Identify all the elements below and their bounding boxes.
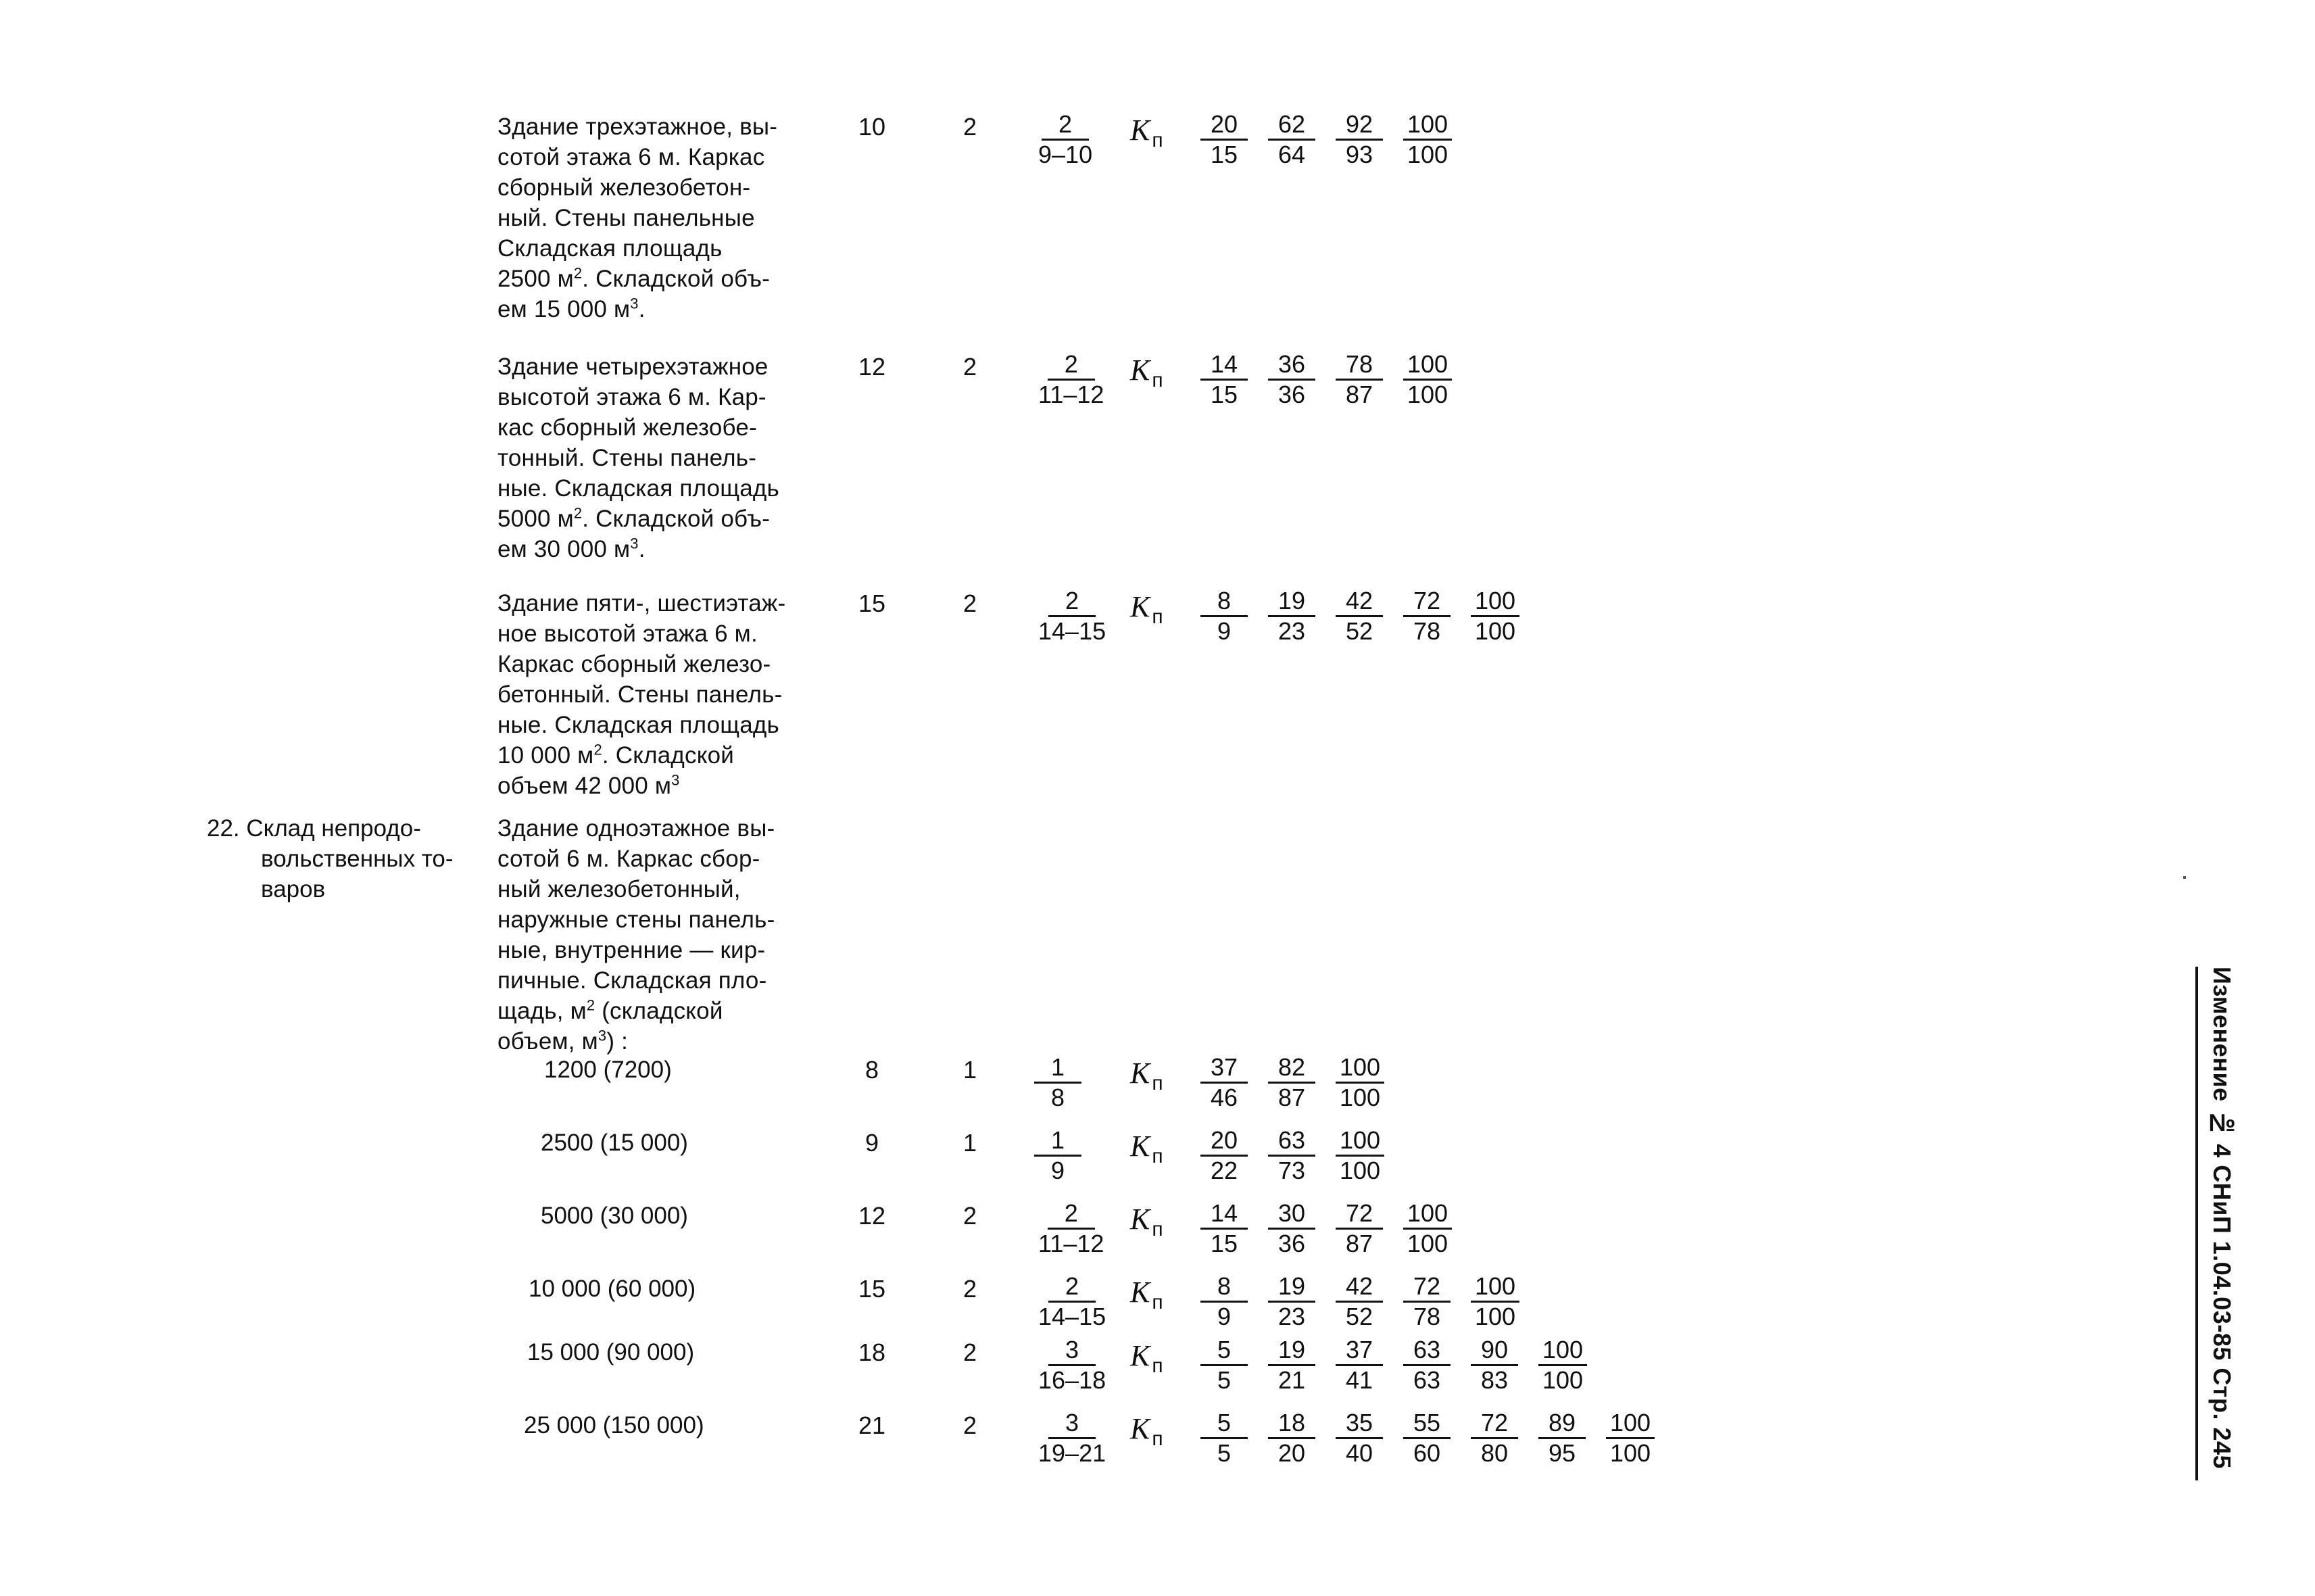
item-22-description [497,813,804,1057]
coefficient-fraction [1268,587,1315,646]
coefficient-numerator: 19 [1268,1272,1315,1303]
area-volume-label: 2500 (15 000) [541,1130,688,1156]
coefficient-numerator: 100 [1403,110,1452,141]
coefficient-numerator: 55 [1403,1409,1451,1439]
area-volume-label: 1200 (7200) [544,1057,672,1083]
coefficient-fraction [1268,1272,1315,1331]
coefficient-denominator: 52 [1345,1303,1373,1330]
coefficient-fraction [1200,1409,1248,1468]
coefficient-numerator: 19 [1268,1336,1315,1366]
building-description [497,112,804,324]
kp-subscript: п [1152,1217,1163,1240]
coefficient-numerator: 100 [1471,1272,1519,1303]
coefficient-denominator: 9 [1217,1303,1232,1330]
coefficient-fraction [1403,1409,1451,1468]
coefficient-denominator: 63 [1413,1366,1441,1394]
description-line: 10 000 $м^2$. Складской [497,741,735,769]
coefficient-denominator: 21 [1277,1366,1306,1394]
floors-value: 12 [858,353,886,381]
coefficient-numerator: 20 [1200,1126,1248,1157]
coefficient-denominator: 15 [1210,381,1238,408]
ratio-denominator: 19–21 [1038,1439,1106,1467]
description-line: ные, внутренние — кир- [497,937,766,963]
coefficient-fraction [1200,110,1248,169]
kp-subscript: п [1152,128,1163,151]
coefficient-denominator: 78 [1413,617,1441,645]
kp-coefficient-symbol: K $_п$ [1130,590,1163,628]
coefficient-denominator: 100 [1475,1303,1516,1330]
floors-value: 12 [858,1202,886,1230]
floors-value: 9 [864,1129,879,1157]
area-volume-label: 10 000 (60 000) [529,1276,696,1302]
coefficient-numerator: 20 [1200,110,1248,141]
coefficient-fraction [1268,350,1315,409]
description-line: 2500 $м^2$. Складской объ- [497,264,771,292]
ratio-fraction [1034,587,1110,646]
unit-exponent: 2 [573,264,583,282]
kp-subscript: п [1152,1427,1163,1450]
margin-note-text: Изменение № 4 СНиП 1.04.03-85 Стр. 245 [2208,967,2236,1470]
description-line: пичные. Складская пло- [497,967,767,994]
coefficient-numerator: 5 [1200,1336,1248,1366]
coefficient-fraction [1200,350,1248,409]
kp-subscript: п [1152,605,1163,628]
coefficient-fraction [1403,110,1452,169]
coefficient-fraction [1471,1272,1519,1331]
coefficient-fraction [1606,1409,1655,1468]
ratio-numerator: 1 [1034,1126,1081,1157]
coefficient-fraction [1336,1409,1383,1468]
coefficient-fraction [1268,1053,1315,1112]
kp-coefficient-symbol: K $_п$ [1130,1339,1163,1377]
coefficient-numerator: 62 [1268,110,1315,141]
coefficient-denominator: 64 [1277,141,1306,168]
coefficient-fraction [1268,110,1315,169]
coefficient-numerator: 72 [1471,1409,1518,1439]
coefficient-denominator: 60 [1413,1439,1441,1467]
coefficient-numerator: 30 [1268,1199,1315,1230]
coefficient-denominator: 95 [1548,1439,1576,1467]
coefficient-numerator: 18 [1268,1409,1315,1439]
kp-coefficient-symbol: K $_п$ [1130,1203,1163,1240]
coefficient-fraction [1200,1053,1248,1112]
item-22-title: 22. Склад непродо- [207,815,421,842]
description-line: Здание одноэтажное вы- [497,815,775,842]
coefficient-numerator: 100 [1471,587,1519,617]
ratio-denominator: 14–15 [1038,1303,1106,1330]
coefficient-denominator: 15 [1210,141,1238,168]
coefficient-fraction [1336,110,1383,169]
coefficient-numerator: 19 [1268,587,1315,617]
description-line: бетонный. Стены панель- [497,681,783,708]
margin-note [2195,967,2239,1480]
ratio-numerator: 1 [1034,1053,1081,1084]
ratio-numerator: 2 [1048,350,1095,381]
ratio-fraction [1034,1053,1081,1112]
description-line: ем 30 000 $м^3$. [497,535,645,562]
coefficient-numerator: 78 [1336,350,1383,381]
description-line: объем, $м^3$) : [497,1027,629,1055]
floors-value: 15 [858,1275,886,1303]
scan-speck [2183,876,2186,879]
ratio-denominator: 11–12 [1038,381,1104,408]
unit-exponent: 3 [598,1027,607,1044]
description-line: ные. Складская площадь [497,475,779,502]
coefficient-numerator: 63 [1403,1336,1451,1366]
ratio-fraction [1034,110,1096,169]
coefficient-denominator: 100 [1340,1084,1381,1111]
area-volume-label: 5000 (30 000) [541,1203,688,1229]
coefficient-denominator: 20 [1277,1439,1306,1467]
kp-subscript: п [1152,1354,1163,1377]
coefficient-denominator: 41 [1345,1366,1373,1394]
coefficient-fraction [1403,1336,1451,1395]
category-value: 2 [962,113,977,141]
ratio-fraction [1034,1199,1108,1258]
coefficient-fraction [1471,1409,1518,1468]
coefficient-denominator: 40 [1345,1439,1373,1467]
floors-value: 10 [858,113,886,141]
description-line: ный. Стены панельные [497,205,755,231]
coefficient-numerator: 89 [1538,1409,1586,1439]
unit-exponent: 2 [573,504,583,522]
coefficient-denominator: 5 [1217,1439,1232,1467]
kp-coefficient-symbol: K $_п$ [1130,1412,1163,1450]
coefficient-fraction [1403,1199,1452,1258]
coefficient-numerator: 37 [1336,1336,1383,1366]
coefficient-numerator: 14 [1200,350,1248,381]
coefficient-numerator: 72 [1403,1272,1451,1303]
coefficient-denominator: 87 [1345,1230,1373,1257]
description-line: ное высотой этажа 6 м. [497,621,758,647]
coefficient-fraction [1538,1409,1586,1468]
ratio-fraction [1034,1409,1110,1468]
description-line: Складская площадь [497,235,723,262]
kp-coefficient-symbol: K $_п$ [1130,1130,1163,1167]
coefficient-numerator: 8 [1200,1272,1248,1303]
coefficient-denominator: 80 [1480,1439,1509,1467]
floors-value: 18 [858,1338,886,1366]
coefficient-fraction [1200,1272,1248,1331]
coefficient-numerator: 100 [1538,1336,1587,1366]
description-line: щадь, $м^2$ (складской [497,996,723,1024]
area-volume-label: 25 000 (150 000) [524,1412,704,1438]
coefficient-denominator: 22 [1210,1157,1238,1184]
ratio-denominator: 9 [1050,1157,1065,1184]
description-line: ные. Складская площадь [497,712,779,738]
coefficient-numerator: 72 [1336,1199,1383,1230]
description-line: сотой этажа 6 м. Каркас [497,144,765,170]
description-line: объем 42 000 $м^3$ [497,771,680,799]
coefficient-numerator: 72 [1403,587,1451,617]
category-value: 2 [962,589,977,617]
description-line: Здание трехэтажное, вы- [497,114,778,140]
coefficient-numerator: 92 [1336,110,1383,141]
coefficient-numerator: 37 [1200,1053,1248,1084]
coefficient-denominator: 100 [1542,1366,1584,1394]
coefficient-fraction [1268,1336,1315,1395]
coefficient-fraction [1336,1272,1383,1331]
coefficient-numerator: 100 [1606,1409,1655,1439]
kp-coefficient-symbol: K $_п$ [1130,114,1163,151]
ratio-fraction [1034,1336,1110,1395]
coefficient-numerator: 14 [1200,1199,1248,1230]
coefficient-fraction [1538,1336,1587,1395]
floors-value: 15 [858,589,886,617]
coefficient-fraction [1268,1126,1315,1185]
coefficient-fraction [1336,350,1383,409]
coefficient-fraction [1403,587,1451,646]
unit-exponent: 3 [630,295,639,312]
coefficient-denominator: 100 [1407,1230,1448,1257]
item-22-title-line3: варов [261,876,326,902]
category-value: 2 [962,1411,977,1439]
coefficient-fraction [1336,1126,1384,1185]
coefficient-fraction [1200,1126,1248,1185]
description-line: ный железобетонный, [497,876,741,902]
coefficient-fraction [1336,1336,1383,1395]
coefficient-denominator: 100 [1407,381,1448,408]
unit-exponent: 2 [593,741,602,758]
category-value: 2 [962,1275,977,1303]
coefficient-denominator: 46 [1210,1084,1238,1111]
unit-exponent: 2 [586,996,595,1014]
coefficient-numerator: 100 [1336,1053,1384,1084]
coefficient-fraction [1200,587,1248,646]
ratio-fraction [1034,350,1108,409]
coefficient-numerator: 63 [1268,1126,1315,1157]
coefficient-numerator: 8 [1200,587,1248,617]
coefficient-fraction [1403,350,1452,409]
description-line: кас сборный железобе- [497,414,757,441]
coefficient-numerator: 5 [1200,1409,1248,1439]
floors-value: 8 [864,1056,879,1084]
ratio-denominator: 14–15 [1038,617,1106,645]
coefficient-fraction [1471,587,1519,646]
coefficient-denominator: 23 [1277,1303,1306,1330]
kp-coefficient-symbol: K $_п$ [1130,354,1163,391]
coefficient-fraction [1268,1409,1315,1468]
ratio-denominator: 9–10 [1038,141,1093,168]
category-value: 2 [962,1338,977,1366]
coefficient-denominator: 87 [1277,1084,1306,1111]
kp-subscript: п [1152,1144,1163,1167]
coefficient-numerator: 42 [1336,587,1383,617]
ratio-numerator: 2 [1048,1272,1096,1303]
kp-coefficient-symbol: K $_п$ [1130,1276,1163,1313]
coefficient-fraction [1200,1199,1248,1258]
ratio-numerator: 3 [1048,1409,1096,1439]
ratio-fraction [1034,1272,1110,1331]
description-line: сотой 6 м. Каркас сбор- [497,846,760,872]
coefficient-denominator: 36 [1277,1230,1306,1257]
coefficient-fraction [1471,1336,1518,1395]
building-description [497,588,804,801]
building-description [497,352,804,564]
coefficient-denominator: 83 [1480,1366,1509,1394]
ratio-numerator: 2 [1048,1199,1095,1230]
coefficient-numerator: 35 [1336,1409,1383,1439]
coefficient-denominator: 15 [1210,1230,1238,1257]
ratio-denominator: 16–18 [1038,1366,1106,1394]
coefficient-denominator: 5 [1217,1366,1232,1394]
ratio-numerator: 3 [1048,1336,1096,1366]
coefficient-denominator: 23 [1277,617,1306,645]
area-volume-label: 15 000 (90 000) [527,1339,695,1365]
coefficient-denominator: 100 [1340,1157,1381,1184]
description-line: наружные стены панель- [497,906,775,933]
description-line: высотой этажа 6 м. Кар- [497,384,766,410]
coefficient-denominator: 93 [1345,141,1373,168]
ratio-numerator: 2 [1048,587,1096,617]
coefficient-fraction [1336,1199,1383,1258]
description-line: Здание четырехэтажное [497,354,769,380]
ratio-denominator: 11–12 [1038,1230,1104,1257]
ratio-denominator: 8 [1050,1084,1065,1111]
category-value: 1 [962,1129,977,1157]
unit-exponent: 3 [630,535,639,552]
ratio-fraction [1034,1126,1081,1185]
category-value: 2 [962,353,977,381]
coefficient-denominator: 78 [1413,1303,1441,1330]
kp-subscript: п [1152,1290,1163,1313]
description-line: тонный. Стены панель- [497,445,757,471]
description-line: сборный железобетон- [497,174,751,201]
item-22-title-line2: вольственных то- [261,846,454,872]
coefficient-numerator: 82 [1268,1053,1315,1084]
coefficient-numerator: 100 [1336,1126,1384,1157]
kp-subscript: п [1152,1071,1163,1094]
coefficient-fraction [1200,1336,1248,1395]
coefficient-numerator: 42 [1336,1272,1383,1303]
unit-exponent: 3 [671,771,680,789]
coefficient-denominator: 9 [1217,617,1232,645]
coefficient-fraction [1268,1199,1315,1258]
coefficient-numerator: 100 [1403,350,1452,381]
coefficient-denominator: 100 [1407,141,1448,168]
ratio-numerator: 2 [1042,110,1089,141]
description-line: 5000 $м^2$. Складской объ- [497,504,771,532]
floors-value: 21 [858,1411,886,1439]
coefficient-fraction [1403,1272,1451,1331]
coefficient-denominator: 36 [1277,381,1306,408]
description-line: ем 15 000 $м^3$. [497,295,645,322]
coefficient-denominator: 87 [1345,381,1373,408]
coefficient-denominator: 100 [1610,1439,1651,1467]
coefficient-numerator: 100 [1403,1199,1452,1230]
coefficient-numerator: 90 [1471,1336,1518,1366]
category-value: 1 [962,1056,977,1084]
category-value: 2 [962,1202,977,1230]
coefficient-numerator: 36 [1268,350,1315,381]
coefficient-fraction [1336,1053,1384,1112]
kp-coefficient-symbol: K $_п$ [1130,1057,1163,1094]
description-line: Здание пяти-, шестиэтаж- [497,590,786,616]
coefficient-fraction [1336,587,1383,646]
coefficient-denominator: 73 [1277,1157,1306,1184]
description-line: Каркас сборный железо- [497,651,771,677]
coefficient-denominator: 52 [1345,617,1373,645]
kp-subscript: п [1152,368,1163,391]
coefficient-denominator: 100 [1475,617,1516,645]
